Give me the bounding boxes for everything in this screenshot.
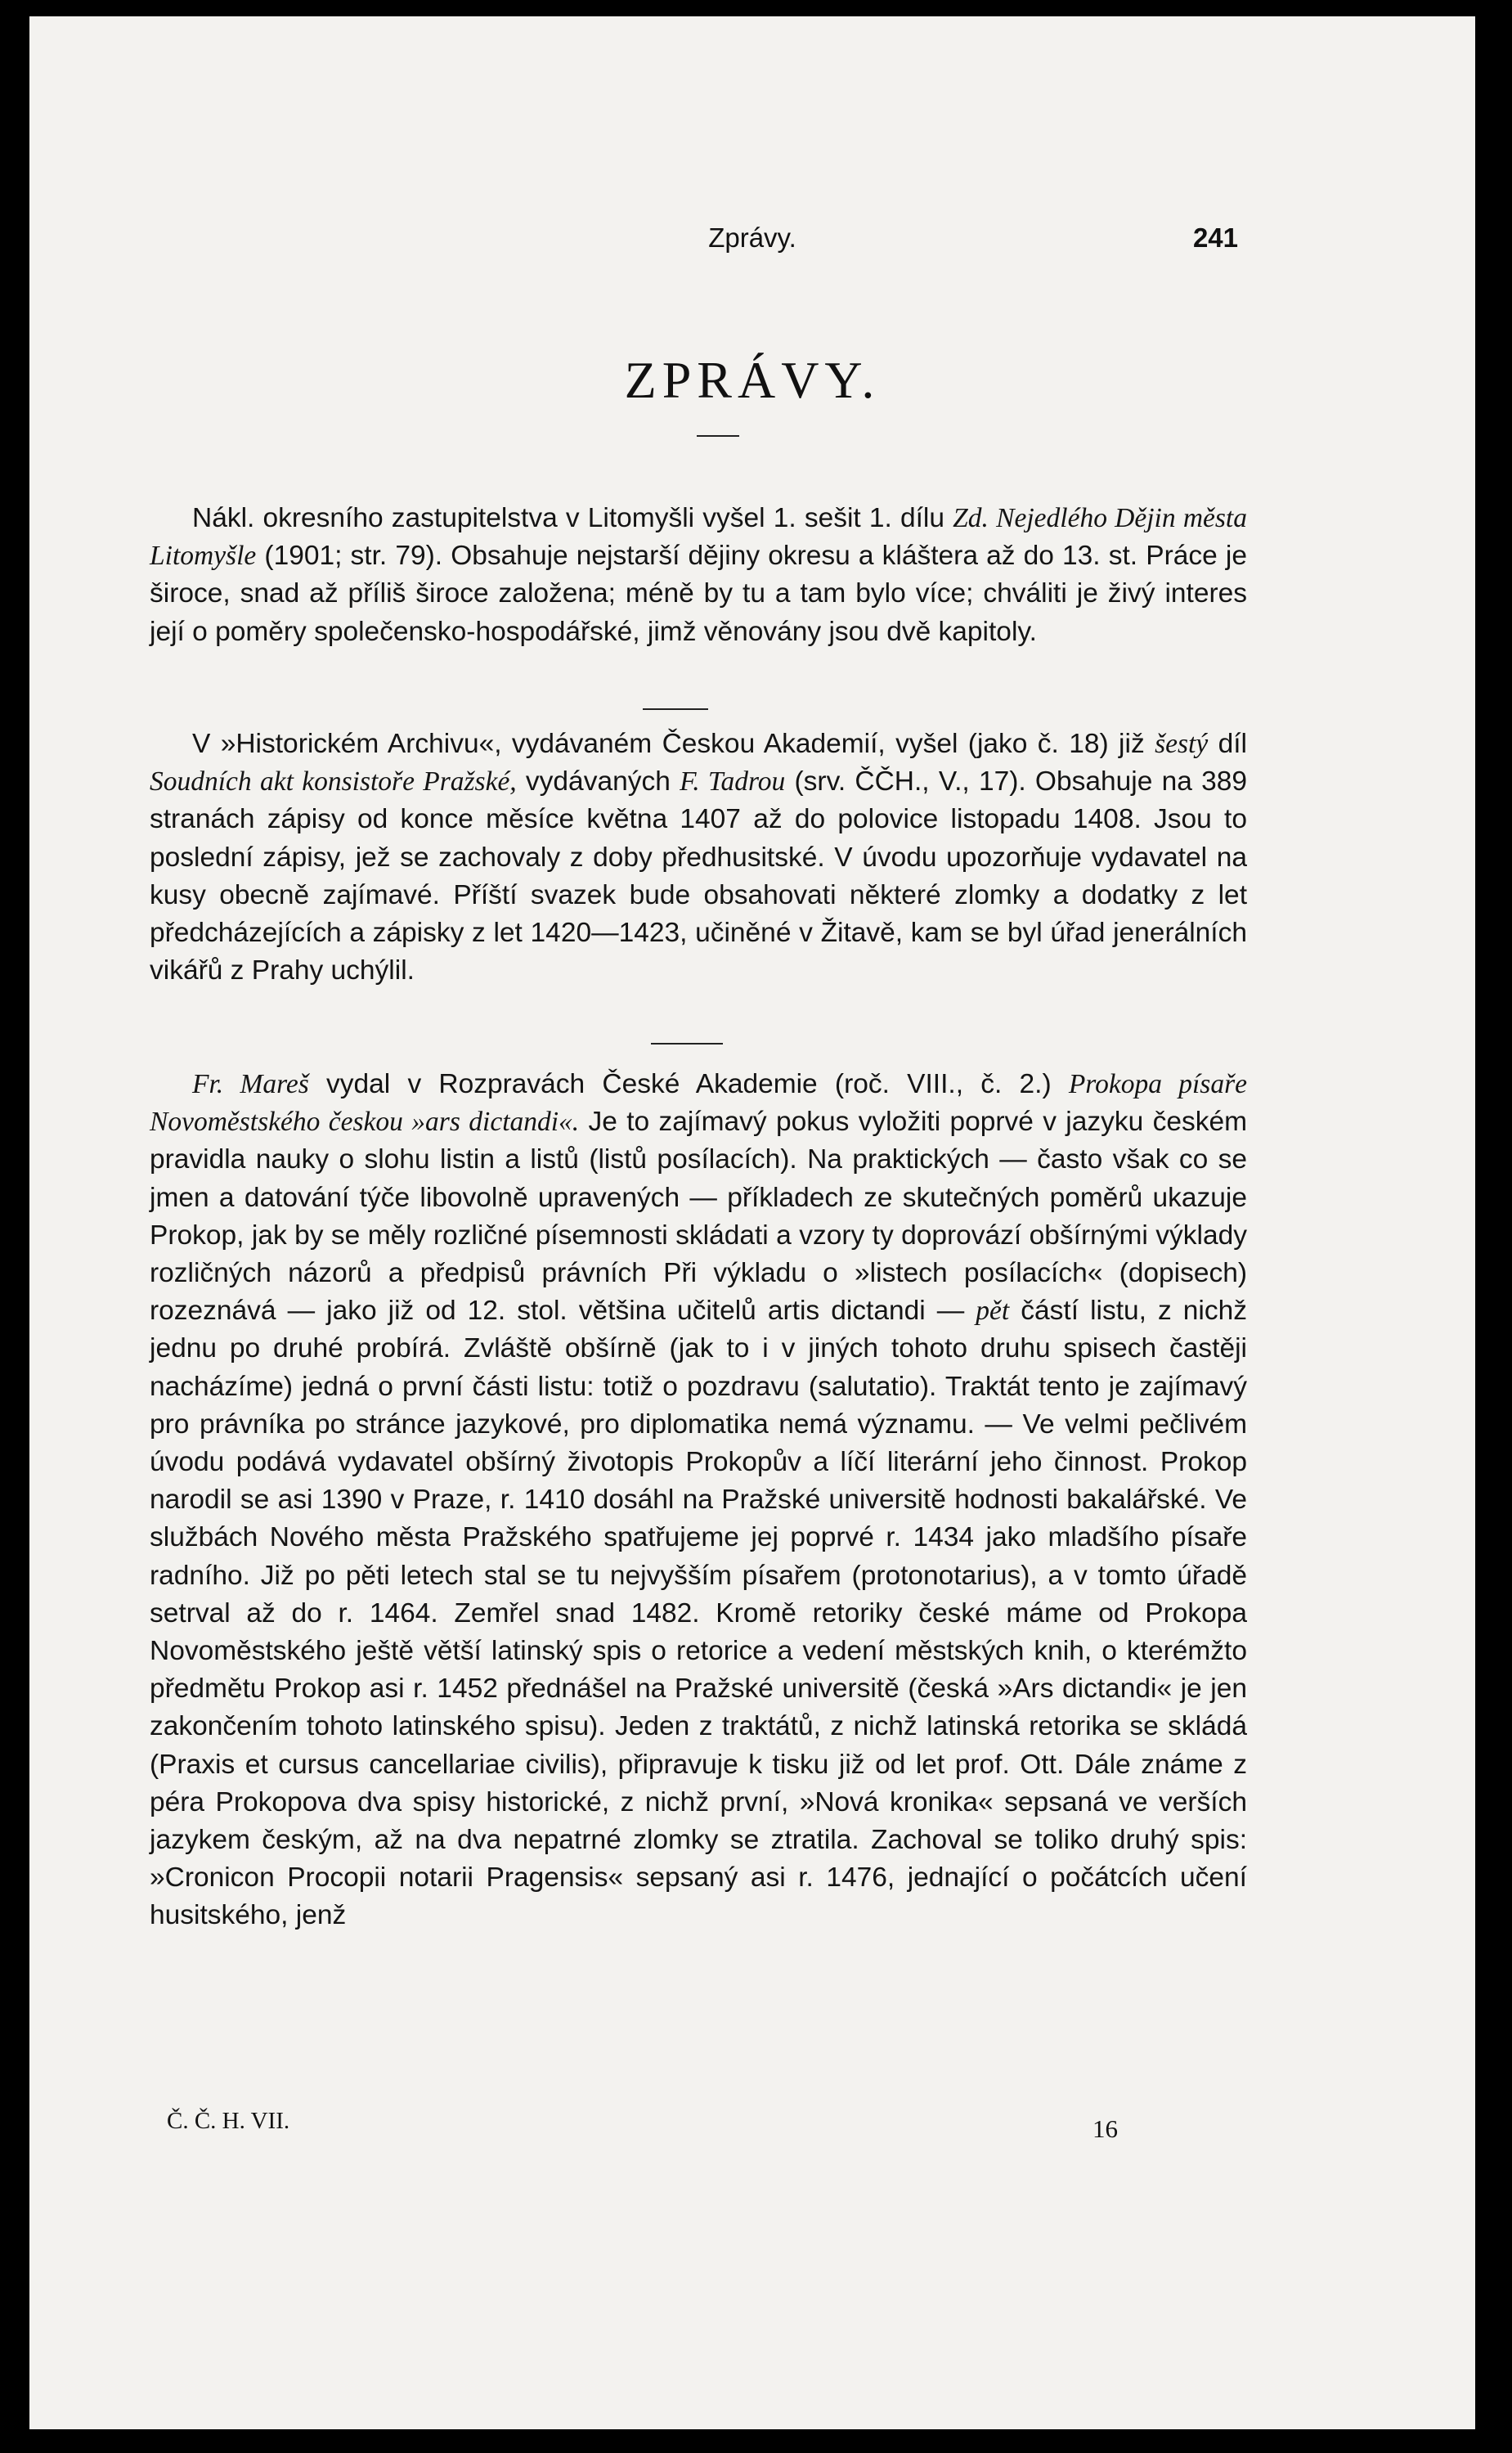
- paragraph-text: Nákl. okresního zastupitelstva v Litomyšli vyšel 1. sešit 1. dílu: [192, 503, 953, 533]
- news-item-2: [150, 726, 1247, 990]
- page-header: [29, 222, 1475, 263]
- page: [29, 16, 1475, 2429]
- running-title: Zprávy.: [708, 222, 796, 253]
- paragraph-1: [150, 500, 1247, 651]
- sheet-signature: Č. Č. H. VII.: [167, 2108, 290, 2134]
- italic-author: F. Tadrou: [680, 766, 786, 797]
- sheet-number: 16: [1092, 2114, 1118, 2143]
- italic-title: Soudních akt konsistoře Pražské,: [150, 766, 517, 797]
- item-divider: [643, 708, 708, 710]
- italic-title: Zd. Nejedlého Dějin města Litomyšle: [150, 503, 1247, 572]
- paragraph-text: (1901; str. 79). Obsahuje nejstarší dějiny okresu a kláštera až do 13. st. Práce je široce, snad až příliš široce založena; méně by tu a tam bylo více; chváliti je živý interes její o poměry společensko-hospodářské, jimž věnovány jsou dvě kapitoly.: [150, 541, 1247, 647]
- section-title: ZPRÁVY.: [624, 351, 881, 409]
- paragraph-text: vydávaných: [516, 766, 680, 797]
- italic-author: Fr. Mareš: [192, 1069, 309, 1099]
- italic-word: šestý: [1155, 729, 1209, 759]
- paragraph-2: [150, 726, 1247, 990]
- paragraph-text: vydal v Rozpravách České Akademie (roč. VIII., č. 2.): [308, 1069, 1069, 1099]
- item-divider: [651, 1043, 723, 1045]
- italic-word: pět: [976, 1296, 1010, 1327]
- paragraph-3: [150, 1066, 1247, 1935]
- news-item-3: [150, 1066, 1247, 1935]
- page-number: 241: [1192, 222, 1238, 253]
- paragraph-text: V »Historickém Archivu«, vydávaném Českou Akademií, vyšel (jako č. 18) již: [192, 729, 1155, 759]
- page-footer: [29, 2108, 1475, 2149]
- paragraph-text: (srv. ČČH., V., 17). Obsahuje na 389 stranách zápisy od konce měsíce května 1407 až do polovice listopadu 1408. Jsou to poslední zápisy, jež se zachovaly z doby předhusitské. V úvodu upozorňuje vydavatel na kusy obecně zajímavé. Příští svazek bude obsahovati některé zlomky a dodatky z let předcházejících a zápisky z let 1420—1423, učiněné v Žitavě, kam se byl úřad jenerálních vikářů z Prahy uchýlil.: [150, 766, 1247, 986]
- paragraph-text: Je to zajímavý pokus vyložiti poprvé v jazyku českém pravidla nauky o slohu listin a listů (listů posílacích). Na praktických — často však co se jmen a datování týče libovolně upravených — příkladech ze skutečných poměrů ukazuje Prokop, jak by se měly rozličné písemnosti skládati a vzory ty doprovází obšírnými výklady rozličných názorů a předpisů právních Při výkladu o »listech posílacích« (dopisech) rozeznává — jako již od 12. stol. většina učitelů artis dictandi —: [150, 1107, 1247, 1327]
- paragraph-text: díl: [1208, 729, 1247, 759]
- italic-title: Prokopa písaře Novoměstského českou »ars dictandi«.: [150, 1069, 1247, 1138]
- paragraph-text: částí listu, z nichž jednu po druhé probírá. Zvláště obšírně (jak to i v jiných tohoto druhu spisech častěji nacházíme) jedná o první části listu: totiž o pozdravu (salutatio). Traktát tento je zajímavý pro právníka po stránce jazykové, pro diplomatika nemá významu. — Ve velmi pečlivém úvodu podává vydavatel obšírný životopis Prokopův a líčí literární jeho činnost. Prokop narodil se asi 1390 v Praze, r. 1410 dosáhl na Pražské universitě hodnosti bakalářské. Ve službách Nového města Pražského spatřujeme jej poprvé r. 1434 jako mladšího písaře radního. Již po pěti letech stal se tu nejvyšším písařem (protonotarius), a v tomto úřadě setrval až do r. 1464. Zemřel snad 1482. Kromě retoriky české máme od Prokopa Novoměstského ještě větší latinský spis o retorice a vedení městských knih, o kterémžto předmětu Prokop asi r. 1452 přednášel na Pražské universitě (česká »Ars dictandi« je jen zakončením tohoto latinského spisu). Jeden z traktátů, z nichž latinská retorika se skládá (Praxis et cursus cancellariae civilis), připravuje k tisku již od let prof. Ott. Dále známe z péra Prokopova dva spisy historické, z nichž první, »Nová kronika« sepsaná ve verších jazykem českým, až na dva nepatrné zlomky se ztratila. Zachoval se toliko druhý spis: »Cronicon Procopii notarii Pragensis« sepsaný asi r. 1476, jednající o počátcích učení husitského, jenž: [150, 1296, 1248, 1931]
- title-divider: [697, 435, 739, 437]
- news-item-1: [150, 500, 1247, 651]
